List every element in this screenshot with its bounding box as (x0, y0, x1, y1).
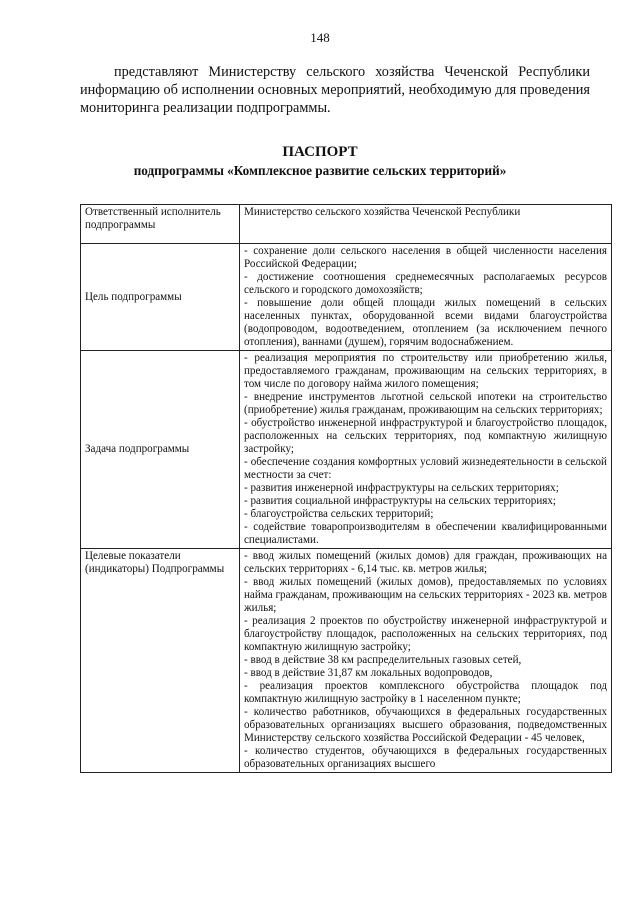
value-line: - внедрение инструментов льготной сельской ипотеки на строительство (приобретение) жилья гражданам, проживающим на сельских территориях; (244, 391, 607, 416)
row-value (240, 244, 612, 351)
value-line: - развития социальной инфраструктуры на сельских территориях; (244, 495, 557, 507)
value-line: - ввод в действие 38 км распределительных газовых сетей, (244, 654, 522, 666)
table-row (81, 351, 612, 549)
value-line: - содействие товаропроизводителям в обеспечении квалифицированными специалистами. (244, 521, 607, 546)
document-subtitle: подпрограммы «Комплексное развитие сельских территорий» (133, 163, 507, 178)
value-line: - реализация 2 проектов по обустройству инженерной инфраструктурой и благоустройству площадок, расположенных на сельских территориях, под компактную жилищную застройку; (244, 615, 607, 653)
value-line: - достижение соотношения среднемесячных располагаемых ресурсов сельского и городского домохозяйств; (244, 271, 607, 296)
value-line: - ввод жилых помещений (жилых домов), предоставляемых по условиях найма гражданам, проживающим на сельских территориях - 2023 кв. метров жилья; (244, 576, 607, 614)
row-value (240, 351, 612, 549)
table-row (81, 205, 612, 244)
document-title: ПАСПОРТ (282, 144, 358, 160)
row-value (240, 205, 612, 244)
value-line: - сохранение доли сельского населения в общей численности населения Российской Федерации; (244, 245, 607, 270)
row-label: Цель подпрограммы (81, 244, 240, 351)
intro-text: представляют Министерству сельского хозяйства Чеченской Республики информацию об исполнении основных мероприятий, необходимую для проведения мониторинга реализации подпрограммы. (80, 64, 590, 116)
value-line: - реализация проектов комплексного обустройства площадок под компактную жилищную застройку в 1 населенном пункте; (244, 680, 607, 705)
value-line: - ввод жилых помещений (жилых домов) для граждан, проживающих на сельских территориях - 6,14 тыс. кв. метров жилья; (244, 550, 607, 575)
value-line: - обеспечение создания комфортных условий жизнедеятельности в сельской местности за счет: (244, 456, 607, 481)
table-row (81, 549, 612, 773)
passport-table (80, 204, 612, 773)
intro-paragraph (80, 63, 590, 117)
value-line: - повышение доли общей площади жилых помещений в сельских населенных пунктах, оборудованной всеми видами благоустройства (водопроводом, водоотведением, отоплением (за исключением печного отопления), ваннами (душем), горячим водоснабжением. (244, 297, 607, 348)
row-label: Ответственный исполнитель подпрограммы (81, 205, 240, 244)
row-value (240, 549, 612, 773)
value-line: - реализация мероприятия по строительству или приобретению жилья, предоставляемого гражданам, проживающим на сельских территориях, в том числе по договору найма жилого помещения; (244, 352, 607, 390)
table-row (81, 244, 612, 351)
row-label: Задача подпрограммы (81, 351, 240, 549)
value-line: - количество работников, обучающихся в федеральных государственных образовательных организациях высшего образования, подведомственных Министерству сельского хозяйства Российской Федерации - 45 человек, (244, 706, 607, 744)
value-line: Министерство сельского хозяйства Чеченской Республики (244, 206, 521, 218)
page-number: 148 (310, 30, 330, 45)
row-label: Целевые показатели (индикаторы) Подпрограммы (81, 549, 240, 773)
value-line: - развития инженерной инфраструктуры на сельских территориях; (244, 482, 559, 494)
value-line: - ввод в действие 31,87 км локальных водопроводов, (244, 667, 493, 679)
value-line: - благоустройства сельских территорий; (244, 508, 434, 520)
value-line: - количество студентов, обучающихся в федеральных государственных образовательных организациях высшего (244, 745, 607, 770)
value-line: - обустройство инженерной инфраструктурой и благоустройство площадок, расположенных на сельских территориях, под компактную жилищную застройку; (244, 417, 607, 455)
